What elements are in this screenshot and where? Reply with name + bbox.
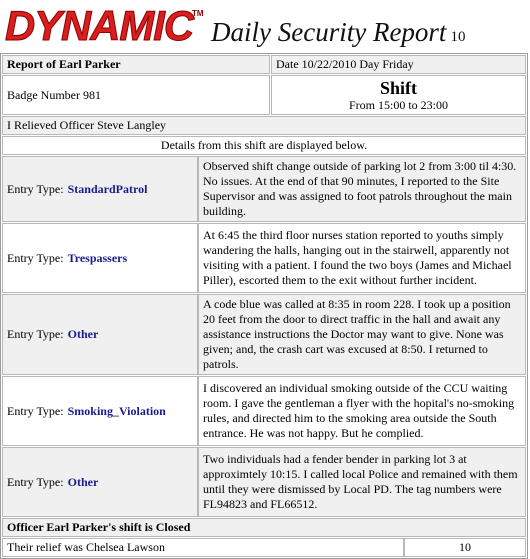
report-title [211,17,465,48]
entry-table-1 [2,223,526,293]
entry-type-cell [2,294,198,375]
entry-wrapper [2,223,526,293]
entry-type-cell [2,223,198,293]
dynamic-logo [4,2,209,48]
entry-table-0 [2,156,526,222]
entry-wrapper [2,294,526,375]
relief-cell: Their relief was Chelsea Lawson [2,538,404,557]
entry-table-2 [2,294,526,375]
relief-wrapper [2,538,526,557]
entry-wrapper [2,447,526,517]
date-cell: Date 10/22/2010 Day Friday [271,55,526,74]
entry-row [2,223,526,293]
entry-type-cell [2,447,198,517]
entry-row [2,447,526,517]
details-caption-row [2,136,526,155]
entry-row [2,376,526,446]
entry-type-label: Entry Type: [7,181,64,196]
relieved-row [2,116,526,135]
relief-row [2,538,526,557]
report-of-row [2,55,526,74]
entry-type-label: Entry Type: [7,403,64,418]
relief-table [2,538,526,557]
badge-cell: Badge Number 981 [2,75,270,115]
entry-type-cell [2,156,198,222]
entry-type-value: Other [67,327,99,341]
entry-description: At 6:45 the third floor nurses station reported to youths simply wandering the halls, hanging out in the stairwell, apparently not visiting with a patient. I found the two boys (James and Michael Piller), escorted them to the exit without further incident. [198,223,526,293]
entry-table-3 [2,376,526,446]
entry-row [2,156,526,222]
entry-type-cell [2,376,198,446]
entry-type-label: Entry Type: [7,327,64,341]
shift-time: From 15:00 to 23:00 [348,97,448,112]
shift-closed-row [2,518,526,537]
badge-shift-row [2,75,526,115]
report-title-text: Daily Security Report [211,17,447,47]
entry-description: Observed shift change outside of parking lot 2 from 3:00 til 4:30. No issues. At the end of that 90 minutes, I reported to the Site Supervisor and was assigned to foot patrols throughout the main building. [198,156,526,222]
entry-description: Two individuals had a fender bender in parking lot 3 at approximtely 10:15. I called local Police and remained with them until they were dismissed by Local PD. The tag numbers were FL94823 and FL66512. [198,447,526,517]
entry-type-value: Smoking_Violation [67,403,166,418]
entry-wrapper [2,156,526,222]
entry-description: I discovered an individual smoking outside of the CCU waiting room. I gave the gentleman a flyer with the hopital's no-smoking rules, and directed him to the smoking area outside the South entrance. He was not happy. But he complied. [198,376,526,446]
entry-table-4 [2,447,526,517]
report-header [0,0,530,54]
entry-type-value: StandardPatrol [67,181,148,196]
shift-title: Shift [379,77,417,98]
shift-cell [271,75,526,115]
entry-row [2,294,526,375]
logo-trademark: TM [192,9,204,18]
entry-type-label: Entry Type: [7,474,64,489]
entry-type-value: Trespassers [67,250,128,265]
report-of-cell: Report of Earl Parker [2,55,270,74]
entry-wrapper [2,376,526,446]
entry-type-value: Other [67,474,99,489]
relieved-cell: I Relieved Officer Steve Langley [2,116,526,135]
report-number: 10 [450,29,466,45]
security-report-table [0,53,528,559]
shift-closed-cell: Officer Earl Parker's shift is Closed [2,518,526,537]
details-caption: Details from this shift are displayed below. [2,136,526,155]
footer-number: 10 [404,538,526,557]
logo-text: DYNAMIC [5,2,195,48]
entry-type-label: Entry Type: [7,250,64,265]
entry-description: A code blue was called at 8:35 in room 228. I took up a position 20 feet from the door to direct traffic in the hall and await any assistance instructions the Doctor may want to give. None was given; and, the crash cart was excused at 8:50. I returned to patrols. [198,294,526,375]
